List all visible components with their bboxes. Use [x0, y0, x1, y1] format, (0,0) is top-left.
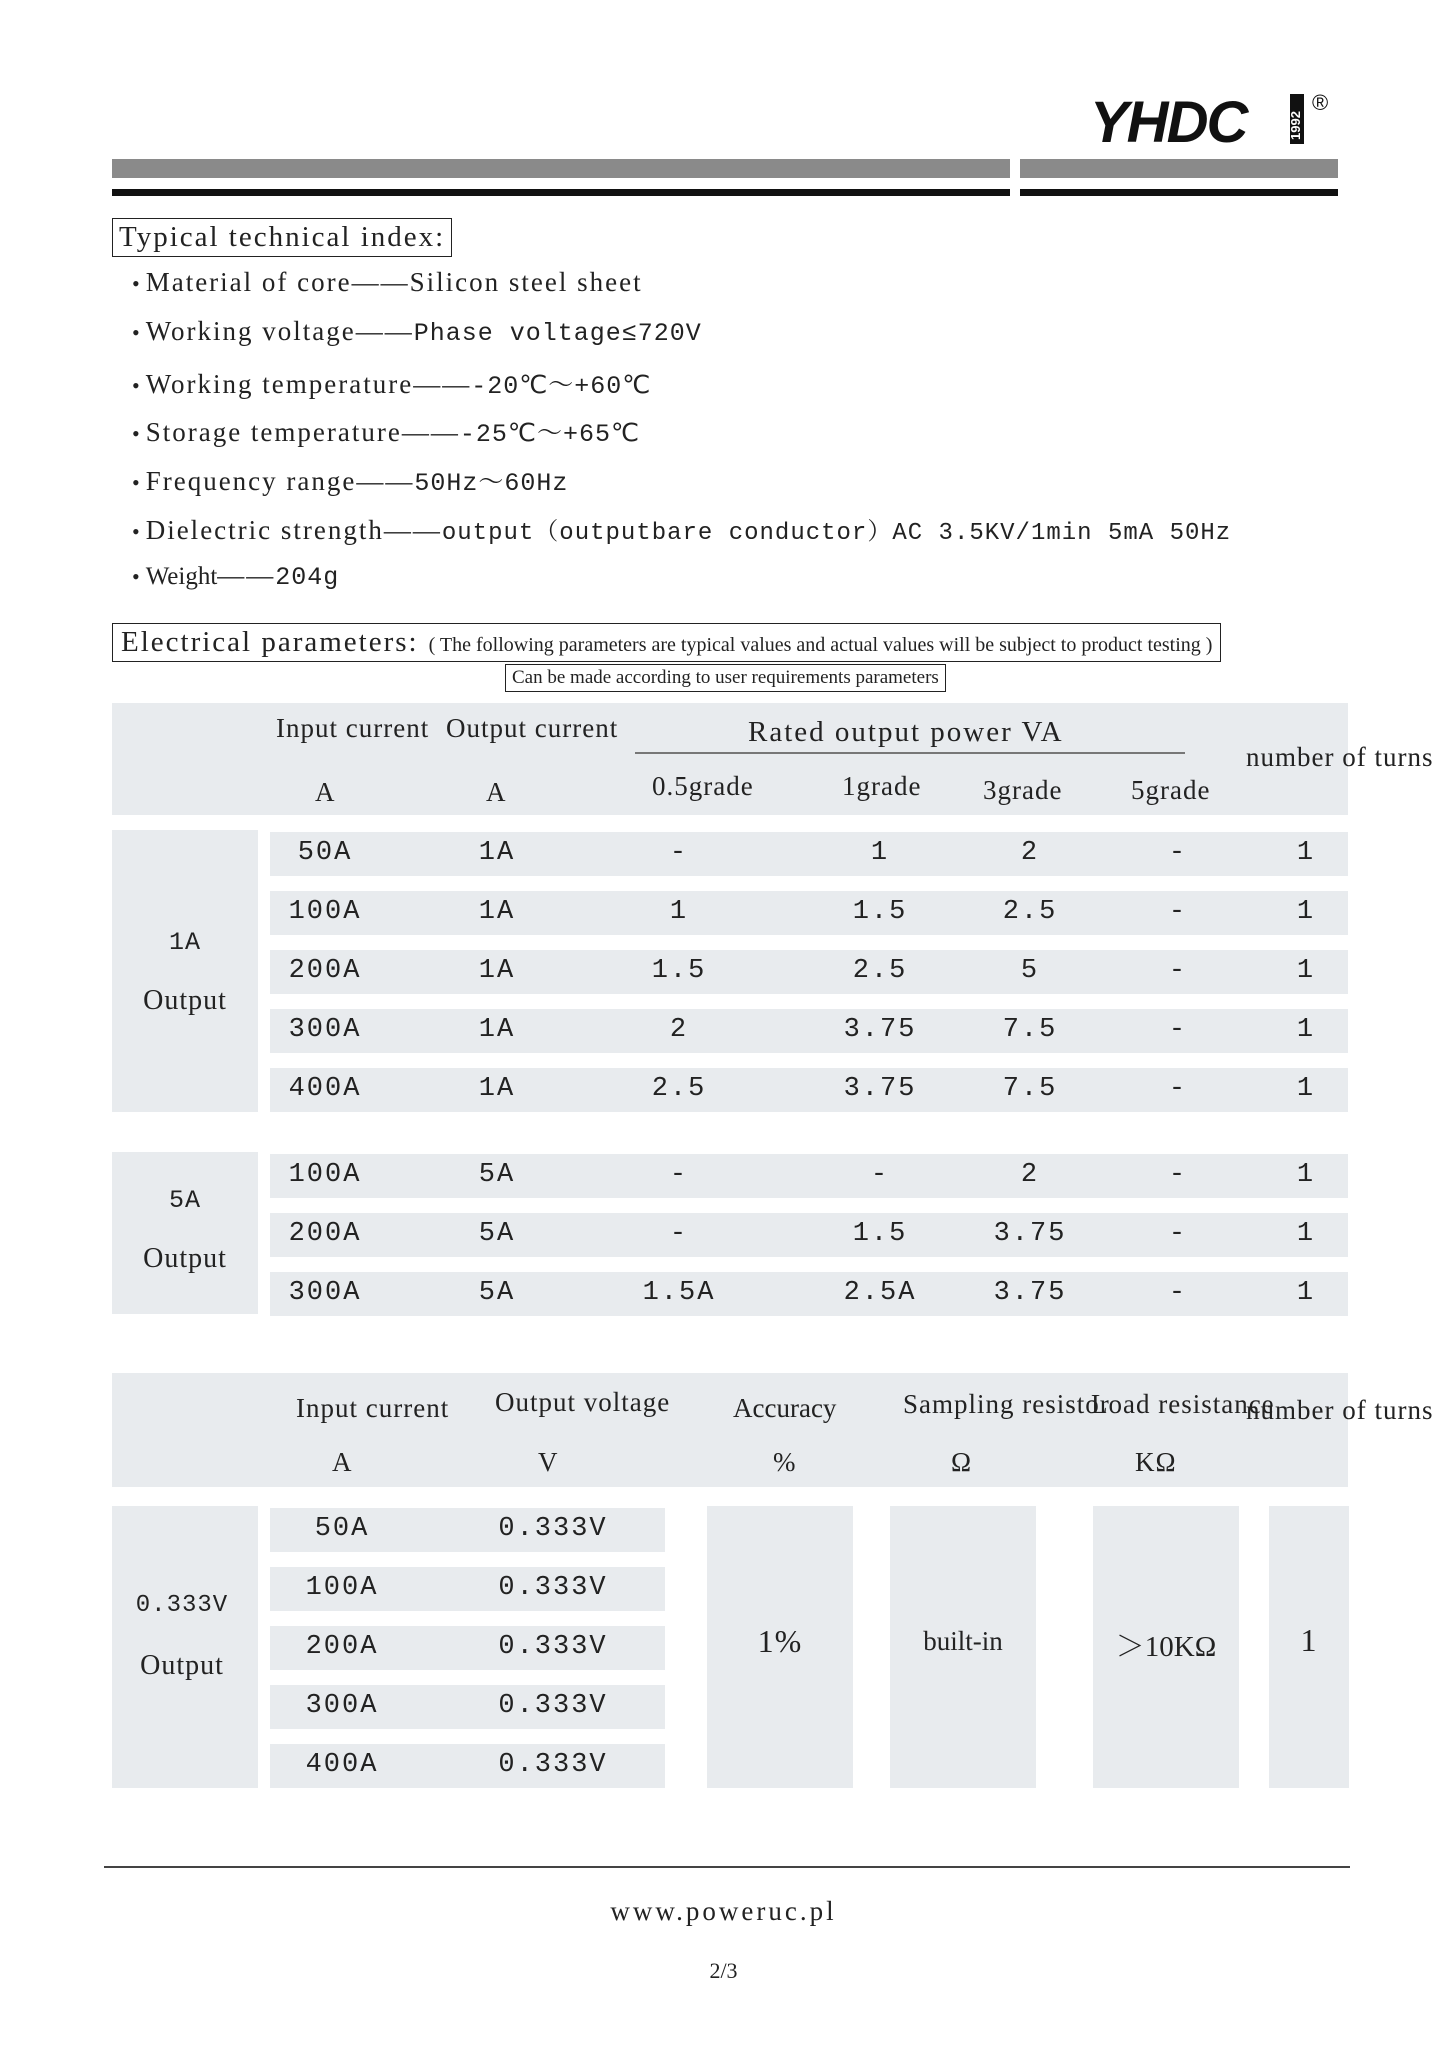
table-cell: 1: [1296, 956, 1316, 986]
table-cell: 50A: [314, 1514, 370, 1544]
spec-value: -25℃～+65℃: [459, 420, 641, 449]
table-cell: 200A: [288, 1219, 362, 1249]
spec-item: [132, 511, 1231, 547]
spec-separator: ——: [383, 515, 442, 545]
spec-item: [132, 316, 702, 348]
table-cell: 1: [1296, 1074, 1316, 1104]
spec-separator: ——: [355, 316, 414, 346]
table-cell: 0.333V: [498, 1573, 608, 1603]
table-cell: 5: [1020, 956, 1040, 986]
header-bar-black-right: [1020, 189, 1338, 196]
spec-label: Working voltage: [145, 316, 356, 346]
bullet-icon: •: [132, 470, 142, 495]
table-cell: 300A: [288, 1278, 362, 1308]
table-cell: -: [1168, 838, 1188, 868]
table-cell: 400A: [288, 1074, 362, 1104]
t1-rated-power-header: Rated output power VA: [748, 716, 1064, 748]
t2-load-unit: KΩ: [1135, 1447, 1177, 1477]
t1-grade-3: 3grade: [983, 775, 1063, 805]
spec-label: Dielectric strength: [145, 515, 384, 545]
table-cell: -: [870, 1160, 890, 1190]
bullet-icon: •: [132, 271, 142, 296]
table-cell: 100A: [288, 897, 362, 927]
table-cell: -: [669, 838, 689, 868]
table-cell: 2: [1020, 1160, 1040, 1190]
table-cell: -: [1168, 1074, 1188, 1104]
t2-sampling-header: Sampling resistor: [903, 1389, 1110, 1419]
electrical-note: ( The following parameters are typical values and actual values will be subject to product testing ): [428, 634, 1213, 656]
t2-output-voltage-header: Output voltage: [495, 1387, 671, 1417]
page-number: 2/3: [709, 1958, 738, 1983]
spec-label: Weight: [145, 563, 218, 590]
table-cell: 1A: [478, 956, 516, 986]
t1-group-5a-output: Output: [143, 1243, 227, 1274]
t1-input-unit: A: [315, 777, 336, 807]
table-cell: 2.5: [1002, 897, 1058, 927]
table-cell: 100A: [288, 1160, 362, 1190]
table-cell: 3.75: [993, 1219, 1067, 1249]
t1-grade-5: 5grade: [1131, 775, 1211, 805]
spec-item: [132, 560, 339, 592]
spec-item: [132, 462, 568, 498]
table-cell: -: [1168, 1015, 1188, 1045]
table-cell: 7.5: [1002, 1074, 1058, 1104]
t2-group-label: 0.333V: [135, 1592, 229, 1619]
table-cell: 5A: [478, 1160, 516, 1190]
spec-value: output（outputbare conductor）AC 3.5KV/1min 5mA 50Hz: [441, 520, 1232, 547]
table-cell: 1.5: [852, 897, 908, 927]
table-cell: 200A: [288, 956, 362, 986]
table-cell: -: [1168, 897, 1188, 927]
table-cell: 7.5: [1002, 1015, 1058, 1045]
table-cell: 100A: [305, 1573, 379, 1603]
spec-value: Phase voltage≤720V: [413, 319, 702, 348]
spec-value: -20℃～+60℃: [471, 372, 652, 401]
t1-turns-header: number of turns: [1246, 742, 1434, 772]
table-cell: 50A: [297, 838, 353, 868]
table-cell: 1: [1296, 1160, 1316, 1190]
t1-group-1a-cell: [112, 830, 258, 1112]
spec-value: 50Hz～60Hz: [414, 469, 569, 498]
table-cell: 1A: [478, 838, 516, 868]
t1-group-1a-output: Output: [143, 985, 227, 1016]
t2-load-value: ＞10KΩ: [1115, 1631, 1217, 1663]
header-bar-gray-right: [1020, 159, 1338, 178]
table-cell: 300A: [305, 1691, 379, 1721]
footer-url: www.poweruc.pl: [610, 1896, 837, 1926]
spec-separator: ——: [401, 417, 460, 447]
table-cell: 1.5: [651, 956, 707, 986]
table-cell: 2.5: [852, 956, 908, 986]
table-cell: 200A: [305, 1632, 379, 1662]
t2-accuracy-unit: %: [773, 1447, 797, 1477]
spec-label: Material of core: [145, 267, 352, 297]
footer-divider: [104, 1866, 1350, 1868]
bullet-icon: •: [132, 421, 142, 446]
electrical-title-box: [112, 623, 1221, 662]
table-cell: 3.75: [993, 1278, 1067, 1308]
table-cell: 400A: [305, 1750, 379, 1780]
bullet-icon: •: [132, 564, 142, 589]
spec-label: Working temperature: [145, 369, 414, 399]
table-cell: 1A: [478, 1074, 516, 1104]
table-cell: 1: [1296, 1015, 1316, 1045]
spec-item: [132, 267, 643, 298]
header-bar-black: [112, 189, 1010, 196]
t1-output-current-header: Output current: [446, 713, 619, 743]
table-cell: -: [1168, 1160, 1188, 1190]
table-cell: -: [669, 1219, 689, 1249]
header-bar-gray: [112, 159, 1010, 178]
spec-separator: ——: [217, 560, 276, 590]
spec-label: Storage temperature: [145, 417, 402, 447]
logo-text: YHDC: [1090, 90, 1247, 150]
t2-turns-value: 1: [1300, 1622, 1318, 1658]
table-cell: 3.75: [843, 1074, 917, 1104]
table-cell: 5A: [478, 1219, 516, 1249]
table-cell: 2.5A: [843, 1278, 917, 1308]
table-cell: 2: [1020, 838, 1040, 868]
t1-rated-power-rule: [635, 752, 1185, 754]
table-cell: 1: [1296, 1219, 1316, 1249]
custom-note: Can be made according to user requirements parameters: [505, 664, 946, 692]
t2-group-output: Output: [140, 1650, 224, 1681]
t1-group-5a-cell: [112, 1152, 258, 1314]
t1-grade-1: 1grade: [842, 771, 922, 801]
table-cell: 1: [1296, 1278, 1316, 1308]
t2-input-unit: A: [332, 1447, 353, 1477]
electrical-title: Electrical parameters:: [121, 626, 419, 658]
t2-output-unit: V: [538, 1447, 559, 1477]
spec-item: [132, 413, 640, 449]
table-cell: 0.333V: [498, 1750, 608, 1780]
t1-input-current-header: Input current: [276, 713, 430, 743]
table-cell: 1.5: [852, 1219, 908, 1249]
registered-mark: ®: [1312, 90, 1329, 115]
table-cell: 1: [1296, 838, 1316, 868]
table-cell: 1: [1296, 897, 1316, 927]
table-cell: -: [1168, 1219, 1188, 1249]
logo-year: 1992: [1288, 111, 1303, 140]
t2-input-current-header: Input current: [296, 1393, 450, 1423]
t2-sampling-value: built-in: [923, 1626, 1003, 1656]
table-cell: 0.333V: [498, 1632, 608, 1662]
t2-sampling-unit: Ω: [951, 1447, 973, 1477]
table-cell: 300A: [288, 1015, 362, 1045]
t2-accuracy-header: Accuracy: [733, 1393, 837, 1423]
table-cell: 5A: [478, 1278, 516, 1308]
table-cell: 0.333V: [498, 1691, 608, 1721]
t1-output-unit: A: [486, 777, 507, 807]
spec-separator: ——: [356, 466, 415, 496]
table-cell: 3.75: [843, 1015, 917, 1045]
table-cell: 2: [669, 1015, 689, 1045]
table-cell: -: [1168, 956, 1188, 986]
table-cell: 1: [669, 897, 689, 927]
table-cell: 0.333V: [498, 1514, 608, 1544]
t2-group-cell: [112, 1506, 258, 1788]
t1-group-5a-label: 5A: [168, 1186, 201, 1215]
spec-value: Silicon steel sheet: [409, 267, 643, 297]
t2-load-header: Load resistance: [1091, 1389, 1275, 1419]
table-cell: 2.5: [651, 1074, 707, 1104]
t2-accuracy-value: 1%: [757, 1623, 803, 1659]
yhdc-logo: [1090, 88, 1330, 150]
table-cell: 1.5A: [642, 1278, 716, 1308]
table-cell: 1A: [478, 897, 516, 927]
technical-title: Typical technical index:: [112, 218, 452, 257]
spec-item: [132, 365, 651, 401]
spec-separator: ——: [413, 369, 472, 399]
spec-value: 204g: [275, 563, 340, 592]
spec-separator: ——: [351, 267, 410, 297]
t2-turns-header: number of turns: [1246, 1395, 1434, 1425]
table-cell: 1: [870, 838, 890, 868]
bullet-icon: •: [132, 373, 142, 398]
table-cell: -: [669, 1160, 689, 1190]
t1-grade-05: 0.5grade: [652, 771, 754, 801]
t1-group-1a-label: 1A: [168, 928, 201, 957]
spec-label: Frequency range: [145, 466, 357, 496]
table-cell: 1A: [478, 1015, 516, 1045]
bullet-icon: •: [132, 320, 142, 345]
bullet-icon: •: [132, 519, 142, 544]
table-cell: -: [1168, 1278, 1188, 1308]
